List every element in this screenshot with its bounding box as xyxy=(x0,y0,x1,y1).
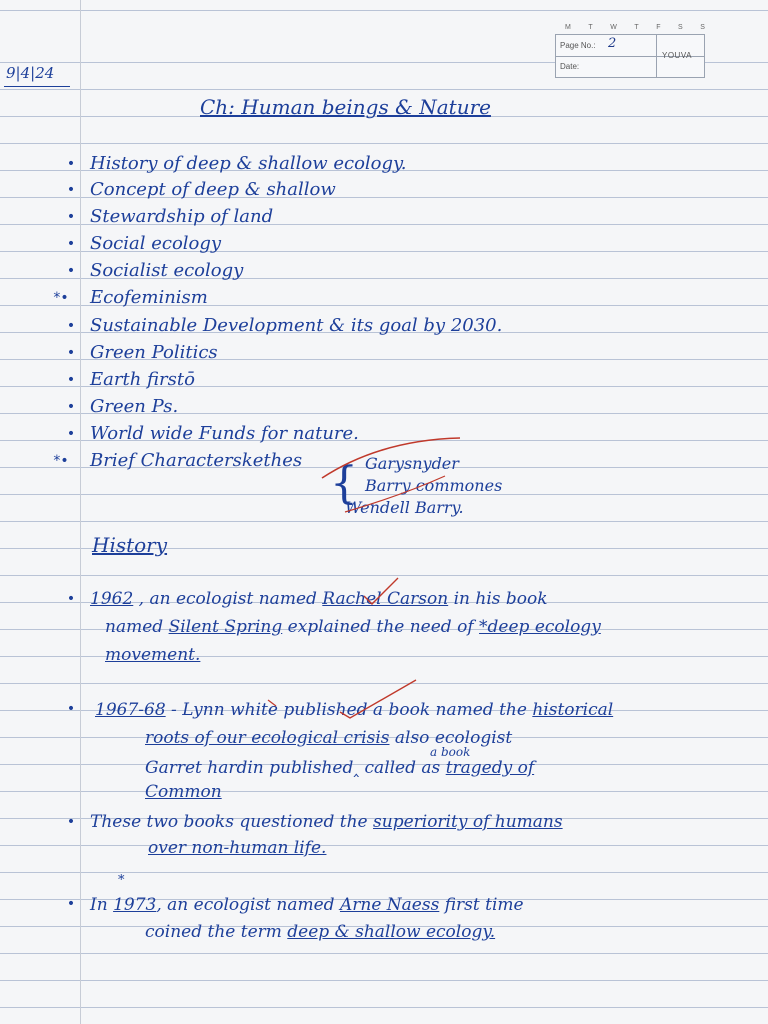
caret-note: a book xyxy=(430,745,471,759)
weekday-tue: T xyxy=(588,24,593,31)
text: first time xyxy=(444,895,524,915)
bullet: *• xyxy=(53,453,69,469)
weekday-mon: M xyxy=(565,24,571,31)
text: , an ecologist named xyxy=(156,895,335,915)
brand-name: YOUVA xyxy=(662,51,692,60)
bullet: • xyxy=(66,372,76,388)
text: , an ecologist named xyxy=(138,589,317,609)
page-number-label: Page No.: xyxy=(560,41,596,50)
list-item: Brief Characterskethes xyxy=(90,450,303,471)
person-name: Arne Naess xyxy=(339,895,440,915)
list-item: Socialist ecology xyxy=(90,260,244,281)
bullet: • xyxy=(66,399,76,415)
bullet: • xyxy=(66,263,76,279)
term: *deep ecology xyxy=(479,617,601,637)
section-heading: History xyxy=(92,533,168,557)
weekday-thu: T xyxy=(634,24,639,31)
red-strike-mark xyxy=(345,476,445,512)
sketch-name: Barry commones xyxy=(365,476,503,495)
text: coined the term xyxy=(145,922,282,942)
bullet: • xyxy=(66,814,76,830)
list-item: History of deep & shallow ecology. xyxy=(90,153,407,174)
page-title: Ch: Human beings & Nature xyxy=(200,95,491,119)
book-title: roots of our ecological crisis xyxy=(145,728,390,748)
list-item: Concept of deep & shallow xyxy=(90,179,336,200)
list-item: Ecofeminism xyxy=(90,287,208,308)
brace-mark: { xyxy=(330,458,358,509)
year: 1973 xyxy=(113,895,157,915)
bullet: • xyxy=(66,896,76,912)
weekday-sun: S xyxy=(700,24,705,31)
date-label: Date: xyxy=(560,62,580,71)
red-tick-mark xyxy=(268,700,276,706)
red-tick-mark xyxy=(340,680,416,718)
asterisk-mark: * xyxy=(118,873,125,888)
text: also ecologist xyxy=(394,728,513,748)
bullet: *• xyxy=(53,290,69,306)
history-text: over non-human life. xyxy=(148,838,327,858)
text: in his book xyxy=(453,589,548,609)
term: tragedy of xyxy=(445,758,535,778)
text: named xyxy=(105,617,164,637)
text: Garret hardin published xyxy=(145,758,354,778)
bullet: • xyxy=(66,591,76,607)
caret-mark: ‸ xyxy=(353,758,360,778)
bullet: • xyxy=(66,209,76,225)
years: 1967-68 xyxy=(95,700,166,720)
text: These two books questioned the xyxy=(90,812,368,832)
text: called as xyxy=(364,758,441,778)
red-tick-mark xyxy=(364,578,398,604)
term: deep & shallow ecology. xyxy=(287,922,496,942)
bullet: • xyxy=(66,182,76,198)
text: In xyxy=(90,895,108,915)
bullet: • xyxy=(66,701,76,717)
list-item: Sustainable Development & its goal by 2030. xyxy=(90,315,503,336)
list-item: Green Ps. xyxy=(90,396,179,417)
sketch-name: Wendell Barry. xyxy=(345,498,464,517)
book-title: historical xyxy=(532,700,614,720)
weekday-fri: F xyxy=(656,24,661,31)
list-item: Green Politics xyxy=(90,342,218,363)
weekday-sat: S xyxy=(678,24,683,31)
person-name: Rachel Carson xyxy=(322,589,449,609)
history-text: Common xyxy=(145,782,222,802)
list-item: Earth firstō xyxy=(90,369,195,390)
list-item: Stewardship of land xyxy=(90,206,274,227)
bullet: • xyxy=(66,426,76,442)
bullet: • xyxy=(66,345,76,361)
book-title: Silent Spring xyxy=(168,617,283,637)
weekday-wed: W xyxy=(610,24,617,31)
handwritten-date: 9|4|24 xyxy=(6,64,55,82)
list-item: Social ecology xyxy=(90,233,222,254)
text: explained the need of xyxy=(287,617,474,637)
year: 1962 xyxy=(90,589,134,609)
term: superiority of humans xyxy=(373,812,563,832)
page-number-value: 2 xyxy=(608,36,617,51)
red-tick-mark xyxy=(322,438,460,478)
sketch-name: Garysnyder xyxy=(365,454,459,473)
text: - Lynn white published a book named the xyxy=(171,700,527,720)
bullet: • xyxy=(66,156,76,172)
list-item: World wide Funds for nature. xyxy=(90,423,359,444)
bullet: • xyxy=(66,318,76,334)
history-text: movement. xyxy=(105,645,201,665)
bullet: • xyxy=(66,236,76,252)
